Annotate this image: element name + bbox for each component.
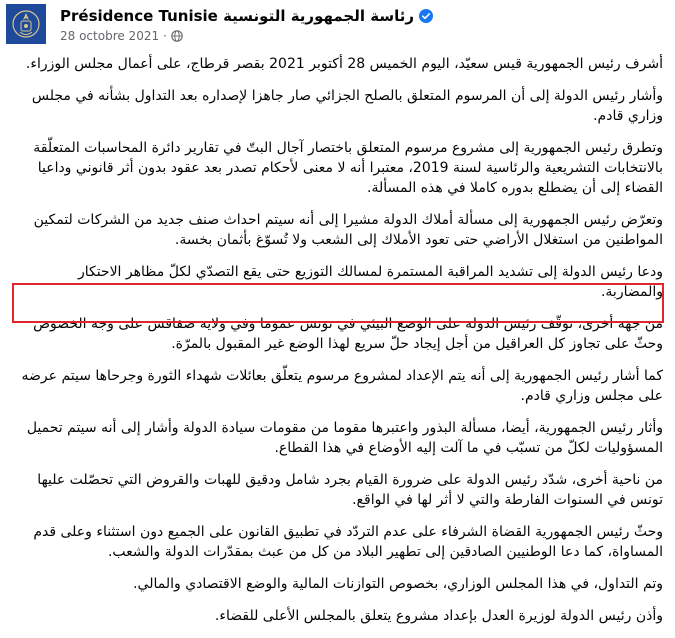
paragraph-2: وأشار رئيس الدولة إلى أن المرسوم المتعلق بالصلح الجزائي صار جاهزا لإصداره بعد التداول بشأنه في مجلس وزاري قادم. [31,88,663,124]
paragraph-10: وحثّ رئيس الجمهورية القضاة الشرفاء على عدم التردّد في تطبيق القانون على الجميع دون استثناء وعلى قدم المساواة، كما دعا الوطنيين الصادقين إلى تطهير البلاد من كل من عبث بمقدّرات الدولة والشعب. [33,524,663,560]
meta-separator: · [163,29,167,43]
paragraph-5: ودعا رئيس الدولة إلى تشديد المراقبة المستمرة لمسالك التوزيع حتى يقع التصدّي لكلّ مظاهر الاحتكار والمضاربة. [77,264,663,300]
page-name-row [60,7,433,25]
paragraph-1: أشرف رئيس الجمهورية قيس سعيّد، اليوم الخميس 28 أكتوبر 2021 بقصر قرطاج، على أعمال مجلس الوزراء. [25,56,663,72]
paragraph-12: وأذن رئيس الدولة لوزيرة العدل بإعداد مشروع يتعلق بالمجلس الأعلى للقضاء. [214,608,663,624]
globe-icon[interactable] [171,30,183,42]
paragraph-4: وتعرّض رئيس الجمهورية إلى مسألة أملاك الدولة مشيرا إلى أنه سيتم احداث صنف جديد من الشركات لتمكين المواطنين من استغلال الأراضي حتى تعود الأملاك إلى الشعب ولا تُسوّغ بأثمان بخسة. [33,212,663,248]
presidency-emblem-icon [6,4,46,44]
post-meta [60,29,183,43]
page-avatar[interactable] [6,4,46,44]
post-body [12,54,663,638]
paragraph-8: وأثار رئيس الجمهورية، أيضا، مسألة البذور واعتبرها مقوما من مقومات سيادة الدولة وأشار إلى أنه سيتم تحميل المسؤوليات لكلّ من تسبّب في ما آلت إليه الأوضاع في هذا القطاع. [26,420,663,456]
post-header [6,4,666,48]
paragraph-7: كما أشار رئيس الجمهورية إلى أنه يتم الإعداد لمشروع مرسوم يتعلّق بعائلات شهداء الثورة وجرحاها سيتم عرضه على مجلس وزاري قادم. [21,368,663,404]
paragraph-9: من ناحية أخرى، شدّد رئيس الدولة على ضرورة القيام بجرد شامل ودقيق للهبات والقروض التي تحصّلت عليها تونس في السنوات الفارطة والتي لا أثر لها في الواقع. [37,472,663,508]
page-name[interactable]: Présidence Tunisie رئاسة الجمهورية التونسية [60,7,414,25]
post-date[interactable]: 28 octobre 2021 [60,29,160,43]
paragraph-3: وتطرق رئيس الجمهورية إلى مشروع مرسوم المتعلق باختصار آجال البتّ في تقارير دائرة المحاسبات المتعلّقة بالانتخابات التشريعية والرئاسية لسنة 2019، معتبرا أنه لا معنى لأحكام تصدر بعد عقود بدون أثر قانوني وداعيا القضاء إلى أن يضطلع بدوره كاملا في هذه المسألة. [33,140,663,196]
verified-badge-icon [419,9,433,23]
paragraph-6-highlighted: من جهة أخرى، توقّف رئيس الدولة على الوضع البيئي في تونس عموما وفي ولاية صفاقس على وجه الخصوص وحثّ على تجاوز كل العراقيل من أجل إيجاد حلّ سريع لهذا الوضع غير المقبول بالمرّة. [33,316,663,352]
paragraph-11: وتم التداول، في هذا المجلس الوزاري، بخصوص التوازنات المالية والوضع الاقتصادي والمالي. [133,576,663,592]
